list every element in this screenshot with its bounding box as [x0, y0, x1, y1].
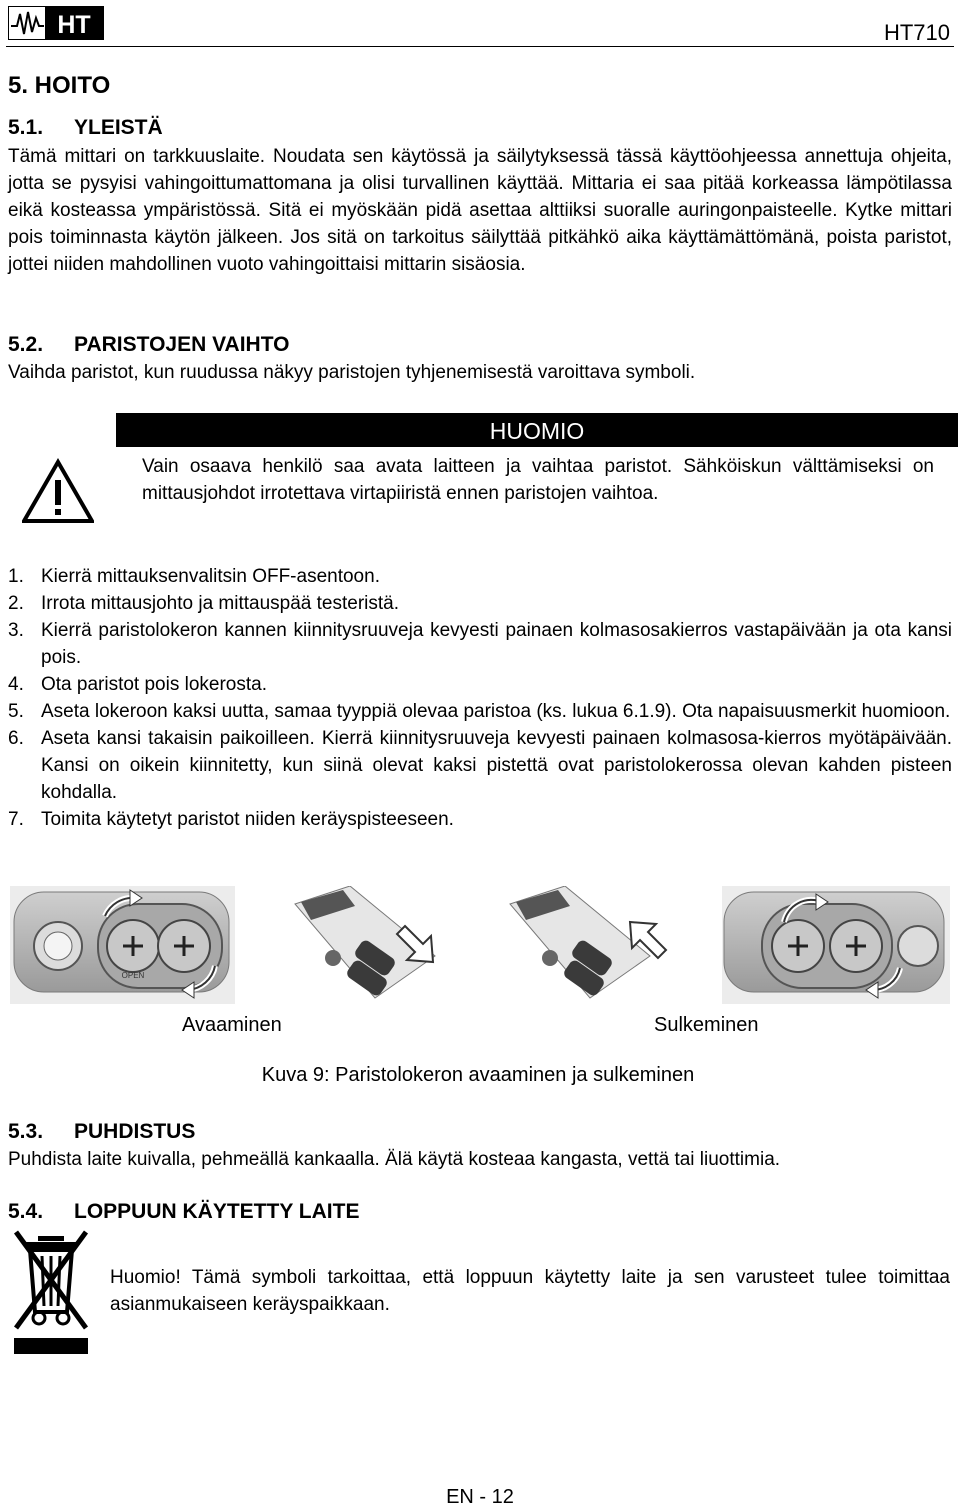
section-body-5-3: Puhdista laite kuivalla, pehmeällä kankaalla. Älä käytä kosteaa kangasta, vettä tai liuottimia. — [8, 1149, 781, 1170]
page-number: EN - 12 — [446, 1486, 514, 1508]
step-number: 5. — [8, 701, 24, 722]
step-number: 2. — [8, 593, 24, 614]
crossed-out-wheelie-bin-icon — [12, 1226, 90, 1356]
section-title: LOPPUUN KÄYTETTY LAITE — [74, 1200, 360, 1223]
section-body-5-4: Huomio! Tämä symboli tarkoittaa, että loppuun käytetty laite ja sen varusteet tulee toimittaa asianmukaiseen keräyspaikkaan. — [110, 1267, 950, 1315]
chapter-title: 5. HOITO — [8, 72, 111, 99]
section-number: 5.4. — [8, 1200, 44, 1223]
step-number: 7. — [8, 809, 24, 830]
section-title: YLEISTÄ — [74, 116, 163, 139]
step-number: 1. — [8, 566, 24, 587]
step-number: 3. — [8, 620, 24, 641]
battery-replacement-steps — [8, 563, 952, 833]
section-number: 5.2. — [8, 333, 44, 356]
list-item — [8, 725, 952, 806]
logo-text: HT — [57, 11, 91, 39]
figure-caption: Kuva 9: Paristolokeron avaaminen ja sulkeminen — [261, 1064, 695, 1086]
section-body-5-1: Tämä mittari on tarkkuuslaite. Noudata sen käytössä ja säilytyksessä tässä käyttöohjeessa annettuja ohjeita, jotta se pysyisi vahingoittumattomana ja olisi turvallinen käyttää. Mittaria ei saa pitää korkeassa lämpötilassa eikä kosteassa ympäristössä. Sitä ei myöskään pidä asettaa alttiiksi suoralle auringonpaisteelle. Kytke mittari pois toiminnasta käytön jälkeen. Jos sitä on tarkoitus säilyttää pitkähkö aika käyttämättömänä, poista paristot, jottei niiden mahdollinen vuoto vahingoittaisi mittarin sisäosia. — [8, 146, 952, 275]
list-item — [8, 590, 952, 617]
step-number: 4. — [8, 674, 24, 695]
step-text: Aseta kansi takaisin paikoilleen. Kierrä kiinnitysruuveja kevyesti painaen kolmasosa-kierros myötäpäivään. Kansi on oikein kiinnitetty, kun siinä olevat kaksi pistettä ovat paristolokerossa olevan kahden pisteen kohdalla. — [41, 728, 952, 803]
section-heading-5-1 — [8, 116, 163, 140]
step-text: Toimita käytetyt paristot niiden keräyspisteeseen. — [41, 809, 454, 830]
section-number: 5.1. — [8, 116, 44, 139]
section-heading-5-4 — [8, 1200, 359, 1224]
section-body-5-2: Vaihda paristot, kun ruudussa näkyy paristojen tyhjenemisestä varoittava symboli. — [8, 362, 696, 383]
list-item — [8, 698, 952, 725]
ht-logo — [8, 6, 104, 40]
caution-title: HUOMIO — [116, 413, 958, 447]
photo-cover-opening — [10, 886, 235, 1004]
section-heading-5-2 — [8, 333, 290, 357]
list-item — [8, 806, 952, 833]
warning-triangle-icon — [22, 458, 94, 524]
caution-text: Vain osaava henkilö saa avata laitteen ja vaihtaa paristot. Sähköiskun välttämiseksi on mittausjohdot irrotettava virtapiiristä ennen paristojen vaihtoa. — [142, 456, 934, 504]
step-text: Aseta lokeroon kaksi uutta, samaa tyyppiä olevaa paristoa (ks. lukua 6.1.9). Ota napaisuusmerkit huomioon. — [41, 701, 951, 722]
step-text: Irrota mittausjohto ja mittauspää testeristä. — [41, 593, 399, 614]
figure-label-close: Sulkeminen — [654, 1014, 759, 1036]
photo-cover-refitting — [480, 886, 670, 1004]
photo-cover-closing — [722, 886, 950, 1004]
document-id: HT710 — [883, 20, 950, 45]
section-title: PUHDISTUS — [74, 1120, 196, 1143]
list-item — [8, 671, 952, 698]
list-item — [8, 617, 952, 671]
section-number: 5.3. — [8, 1120, 44, 1143]
photo-cover-removed — [255, 886, 445, 1004]
section-heading-5-3 — [8, 1120, 195, 1144]
step-text: Kierrä paristolokeron kannen kiinnitysruuveja kevyesti painaen kolmasosakierros vastapäivään ja ota kansi pois. — [41, 620, 952, 668]
step-text: Kierrä mittauksenvalitsin OFF-asentoon. — [41, 566, 380, 587]
list-item — [8, 563, 952, 590]
header-rule — [6, 46, 954, 47]
cover-marking: OPEN — [121, 971, 145, 980]
section-title: PARISTOJEN VAIHTO — [74, 333, 290, 356]
figure-label-open: Avaaminen — [182, 1014, 282, 1036]
step-text: Ota paristot pois lokerosta. — [41, 674, 267, 695]
step-number: 6. — [8, 728, 24, 749]
